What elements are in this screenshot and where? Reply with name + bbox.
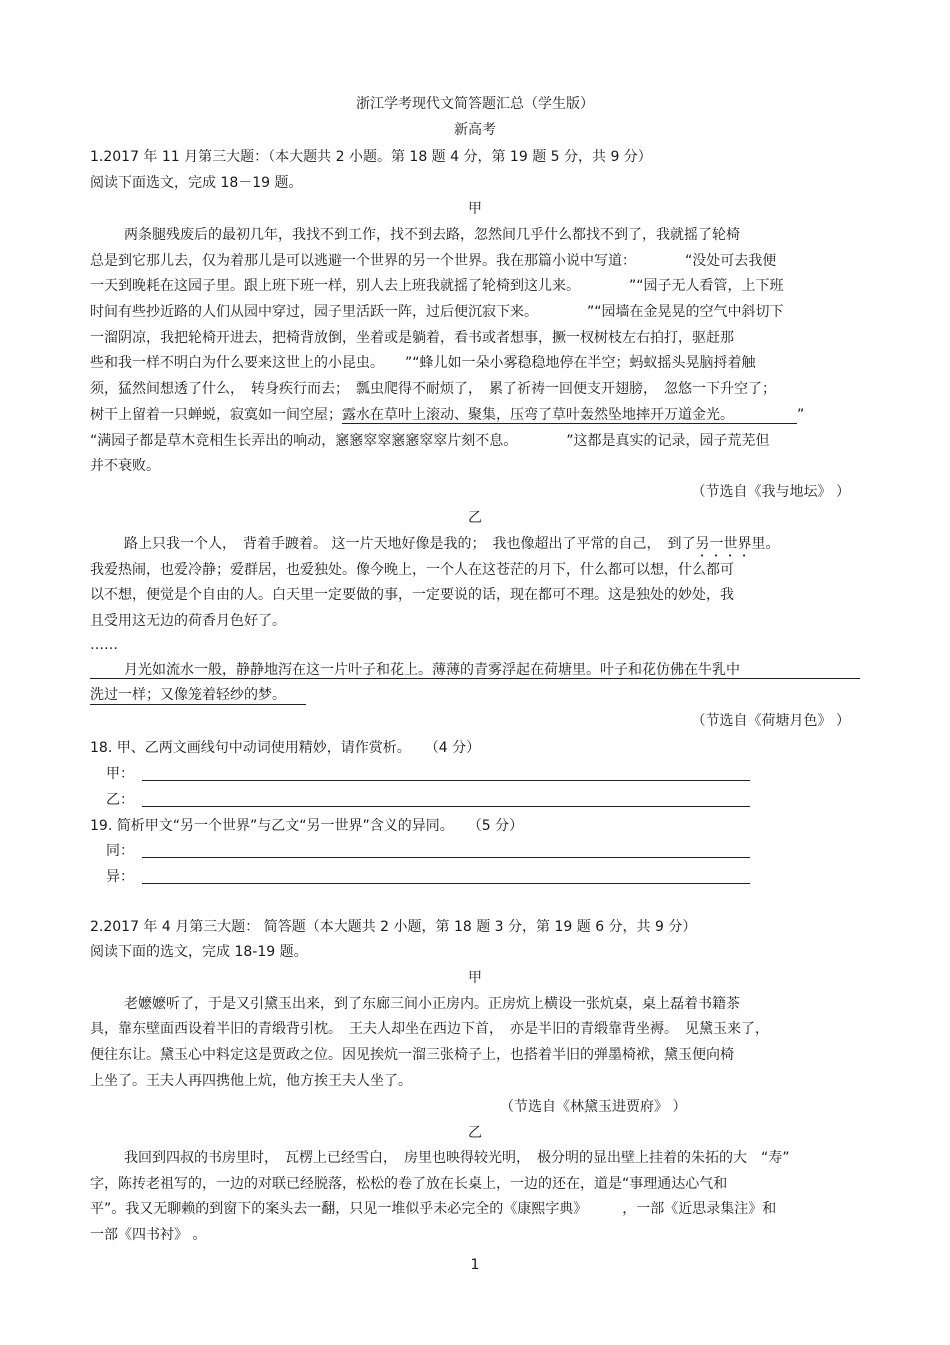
answer-line-18-jia[interactable] xyxy=(142,780,750,781)
answer-label: 同： xyxy=(106,843,134,859)
answer-label: 甲： xyxy=(106,766,134,782)
dotted-phrase-another-world: 另一世界 xyxy=(695,536,752,552)
underline xyxy=(90,704,306,705)
underlined-sentence-yi-cont: 洗过一样；又像笼着轻纱的梦。 xyxy=(90,687,286,703)
passage-text: 里。 xyxy=(751,536,780,552)
closing-quote: ” xyxy=(797,407,805,423)
ellipsis: …… xyxy=(90,637,118,653)
question-18: 18. 甲、乙两文画线句中动词使用精妙，请作赏析。 （4 分） xyxy=(90,740,481,756)
section1-jia-label: 甲 xyxy=(468,201,482,217)
passage-line: 上坐了。王夫人再四携他上炕，他方挨王夫人坐了。 xyxy=(90,1073,412,1089)
passage-line: “满园子都是草木竞相生长弄出的响动，窸窸窣窣窸窸窣窣片刻不息。 ”这都是真实的记录，园子荒芜但 xyxy=(90,433,770,449)
passage-line: 具，靠东壁面西设着半旧的青缎背引枕。 王夫人却坐在西边下首， 亦是半旧的青缎靠背坐褥。 见黛玉来了， xyxy=(90,1021,769,1037)
passage-line: 我回到四叔的书房里时， 瓦楞上已经雪白， 房里也映得较光明， 极分明的显出壁上挂着的朱拓的大 “寿” xyxy=(124,1150,790,1166)
passage-line: 我爱热闹，也爱冷静；爱群居，也爱独处。像今晚上，一个人在这苍茫的月下，什么都可以想，什么都可 xyxy=(90,562,734,578)
passage-line: 时间有些抄近路的人们从园中穿过，园子里活跃一阵，过后便沉寂下来。 ”“园墙在金晃晃的空气中斜切下 xyxy=(90,304,784,320)
passage-line xyxy=(90,405,804,425)
section2-instruction: 阅读下面的选文，完成 18-19 题。 xyxy=(90,944,308,960)
answer-label: 乙： xyxy=(106,792,134,808)
page-number: 1 xyxy=(470,1257,480,1273)
passage-line: 字，陈抟老祖写的，一边的对联已经脱落，松松的卷了放在长桌上，一边的还在，道是“事理通达心气和 xyxy=(90,1176,728,1192)
section1-instruction: 阅读下面选文，完成 18－19 题。 xyxy=(90,175,303,191)
underlined-sentence-yi: 月光如流水一般，静静地泻在这一片叶子和花上。薄薄的青雾浮起在荷塘里。叶子和花仿佛在牛乳中 xyxy=(124,662,740,678)
passage-line: 便往东让。黛玉心中料定这是贾政之位。因见挨炕一溜三张椅子上，也搭着半旧的弹墨椅袱，黛玉便向椅 xyxy=(90,1047,734,1063)
section2-header: 2.2017 年 4 月第三大题： 简答题（本大题共 2 小题，第 18 题 3 分，第 19 题 6 分，共 9 分） xyxy=(90,919,697,935)
answer-label: 异： xyxy=(106,869,134,885)
passage-line: 一部《四书衬》 。 xyxy=(90,1227,207,1243)
passage-line: 一天到晚耗在这园子里。跟上班下班一样，别人去上班我就摇了轮椅到这儿来。 ”“园子无人看管，上下班 xyxy=(90,278,784,294)
passage-line: 两条腿残废后的最初几年，我找不到工作，找不到去路，忽然间几乎什么都找不到了，我就摇了轮椅 xyxy=(124,227,740,243)
section2-jia-label: 甲 xyxy=(468,970,482,986)
section2-yi-label: 乙 xyxy=(468,1125,482,1141)
underlined-sentence-jia: 露水在草叶上滚动、聚集，压弯了草叶轰然坠地摔开万道金光。 xyxy=(342,407,797,424)
passage-line: 并不衰败。 xyxy=(90,458,160,474)
passage-line: 老嬷嬷听了，于是又引黛玉出来，到了东廊三间小正房内。正房炕上横设一张炕桌，桌上磊着书籍茶 xyxy=(124,996,740,1012)
passage-line: 且受用这无边的荷香月色好了。 xyxy=(90,613,286,629)
answer-line-18-yi[interactable] xyxy=(142,806,750,807)
answer-line-19-same[interactable] xyxy=(142,857,750,858)
passage-line: 一溜阴凉，我把轮椅开进去，把椅背放倒，坐着或是躺着，看书或者想事，撅一杈树枝左右拍打，驱赶那 xyxy=(90,330,734,346)
question-19: 19. 简析甲文“另一个世界”与乙文“另一世界”含义的异同。 （5 分） xyxy=(90,818,524,834)
passage-text: 树干上留着一只蝉蜕，寂寞如一间空屋； xyxy=(90,407,342,423)
passage-line: 总是到它那儿去，仅为着那儿是可以逃避一个世界的另一个世界。我在那篇小说中写道： “没处可去我便 xyxy=(90,253,777,269)
passage-line: 平”。我又无聊赖的到窗下的案头去一翻，只见一堆似乎未必完全的《康熙字典》 ，一部《近思录集注》和 xyxy=(90,1201,777,1217)
section1-jia-source: （节选自《我与地坛》 ） xyxy=(691,484,850,500)
document-title: 浙江学考现代文简答题汇总（学生版） xyxy=(356,96,594,112)
document-subtitle: 新高考 xyxy=(454,122,496,138)
passage-line: 些和我一样不明白为什么要来这世上的小昆虫。 ”“蜂儿如一朵小雾稳稳地停在半空；蚂蚁摇头晃脑捋着触 xyxy=(90,355,756,371)
section1-yi-source: （节选自《荷塘月色》 ） xyxy=(691,713,850,729)
underline xyxy=(90,678,860,679)
section1-yi-label: 乙 xyxy=(468,510,482,526)
section1-header: 1.2017 年 11 月第三大题：（本大题共 2 小题。第 18 题 4 分，第 19 题 5 分，共 9 分） xyxy=(90,149,652,165)
passage-line xyxy=(124,534,779,560)
section2-jia-source: （节选自《林黛玉进贾府》 ） xyxy=(500,1099,687,1115)
passage-text: 路上只我一个人， 背着手踱着。 这一片天地好像是我的； 我也像超出了平常的自己， 到了 xyxy=(124,536,696,552)
passage-line: 须，猛然间想透了什么， 转身疾行而去； 瓢虫爬得不耐烦了， 累了祈祷一回便支开翅膀， 忽悠一下升空了； xyxy=(90,381,776,397)
answer-line-19-diff[interactable] xyxy=(142,883,750,884)
passage-line: 以不想，便觉是个自由的人。白天里一定要做的事，一定要说的话，现在都可不理。这是独处的妙处，我 xyxy=(90,587,734,603)
